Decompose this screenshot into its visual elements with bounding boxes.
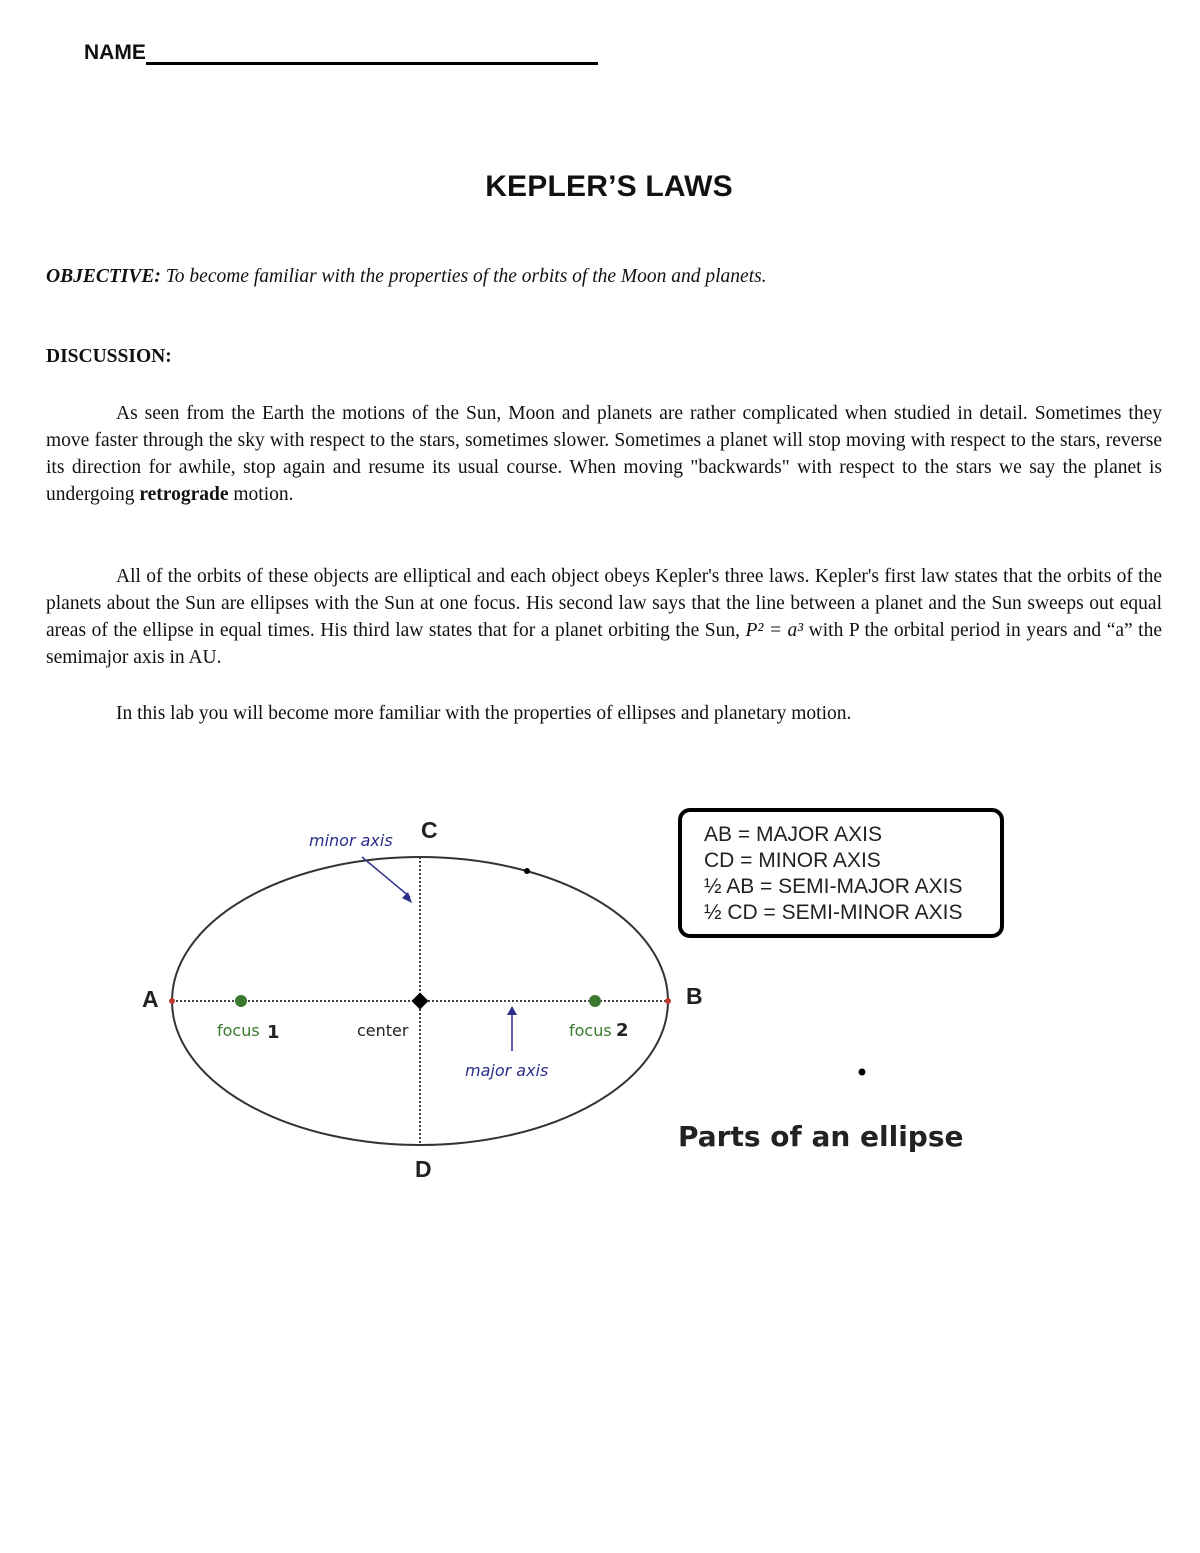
- minor-axis-arrow: [362, 857, 410, 897]
- stray-dot: [859, 1069, 866, 1076]
- kepler-formula: P² = a³: [745, 620, 804, 641]
- paragraph-2: [46, 563, 1162, 671]
- p2-text: All of the orbits of these objects are elliptical and each object obeys Kepler's three laws. Kepler's first law states that the orbits of the planets about the Sun are ellipses with the Sun at one focus. His second law says that the line between a planet and the Sun sweeps out equal areas of the ellipse in equal times. His third law states that for a planet orbiting the Sun,: [46, 566, 1162, 641]
- legend-line-3: ½ AB = SEMI-MAJOR AXIS: [704, 875, 963, 898]
- focus-2-dot: [589, 995, 601, 1007]
- objective-text: To become familiar with the properties of the orbits of the Moon and planets.: [165, 266, 767, 287]
- ellipse-diagram: [0, 780, 1200, 1200]
- focus-1-number: 1: [267, 1022, 280, 1043]
- planet-dot: [524, 868, 530, 874]
- focus-1-label: focus: [217, 1021, 260, 1040]
- center-diamond: [412, 993, 429, 1010]
- focus-2-label: focus: [569, 1021, 612, 1040]
- focus-1-dot: [235, 995, 247, 1007]
- endpoint-b-dot: [665, 998, 671, 1004]
- objective: [46, 266, 1162, 288]
- p1-end: motion.: [233, 484, 294, 505]
- legend-line-1: AB = MAJOR AXIS: [704, 823, 882, 846]
- p1-text: As seen from the Earth the motions of the Sun, Moon and planets are rather complicated when studied in detail. Sometimes they move faster through the sky with respect to the stars, sometimes slower. Sometimes a planet will stop moving with respect to the stars, reverse its direction for awhile, stop again and resume its usual course. When moving "backwards" with respect to the stars we say the planet is undergoing: [46, 403, 1162, 505]
- legend-line-4: ½ CD = SEMI-MINOR AXIS: [704, 901, 963, 924]
- label-b: B: [686, 983, 703, 1009]
- paragraph-1: [46, 400, 1162, 508]
- endpoint-a-dot: [169, 998, 175, 1004]
- legend-line-2: CD = MINOR AXIS: [704, 849, 881, 872]
- minor-axis-arrowhead: [402, 892, 412, 903]
- objective-label: OBJECTIVE:: [46, 266, 161, 287]
- major-axis-arrowhead: [507, 1006, 517, 1015]
- center-label: center: [357, 1021, 409, 1040]
- name-label: NAME: [84, 41, 146, 64]
- page-title: KEPLER’S LAWS: [485, 170, 733, 203]
- axis-legend-box: [678, 808, 1004, 938]
- paragraph-3: In this lab you will become more familiar with the properties of ellipses and planetary motion.: [116, 703, 852, 724]
- discussion-heading: DISCUSSION:: [46, 346, 172, 367]
- label-c: C: [421, 817, 438, 843]
- label-a: A: [142, 986, 159, 1012]
- focus-2-number: 2: [616, 1020, 629, 1041]
- retrograde-term: retrograde: [139, 484, 229, 505]
- name-blank-line[interactable]: [146, 40, 598, 65]
- p2-end: with P the orbital period in years and “a” the semimajor axis in AU.: [46, 620, 1163, 668]
- minor-axis-label: minor axis: [309, 831, 393, 850]
- diagram-caption: Parts of an ellipse: [678, 1120, 964, 1153]
- major-axis-label: major axis: [465, 1061, 549, 1080]
- name-field: [84, 40, 598, 65]
- label-d: D: [415, 1156, 432, 1182]
